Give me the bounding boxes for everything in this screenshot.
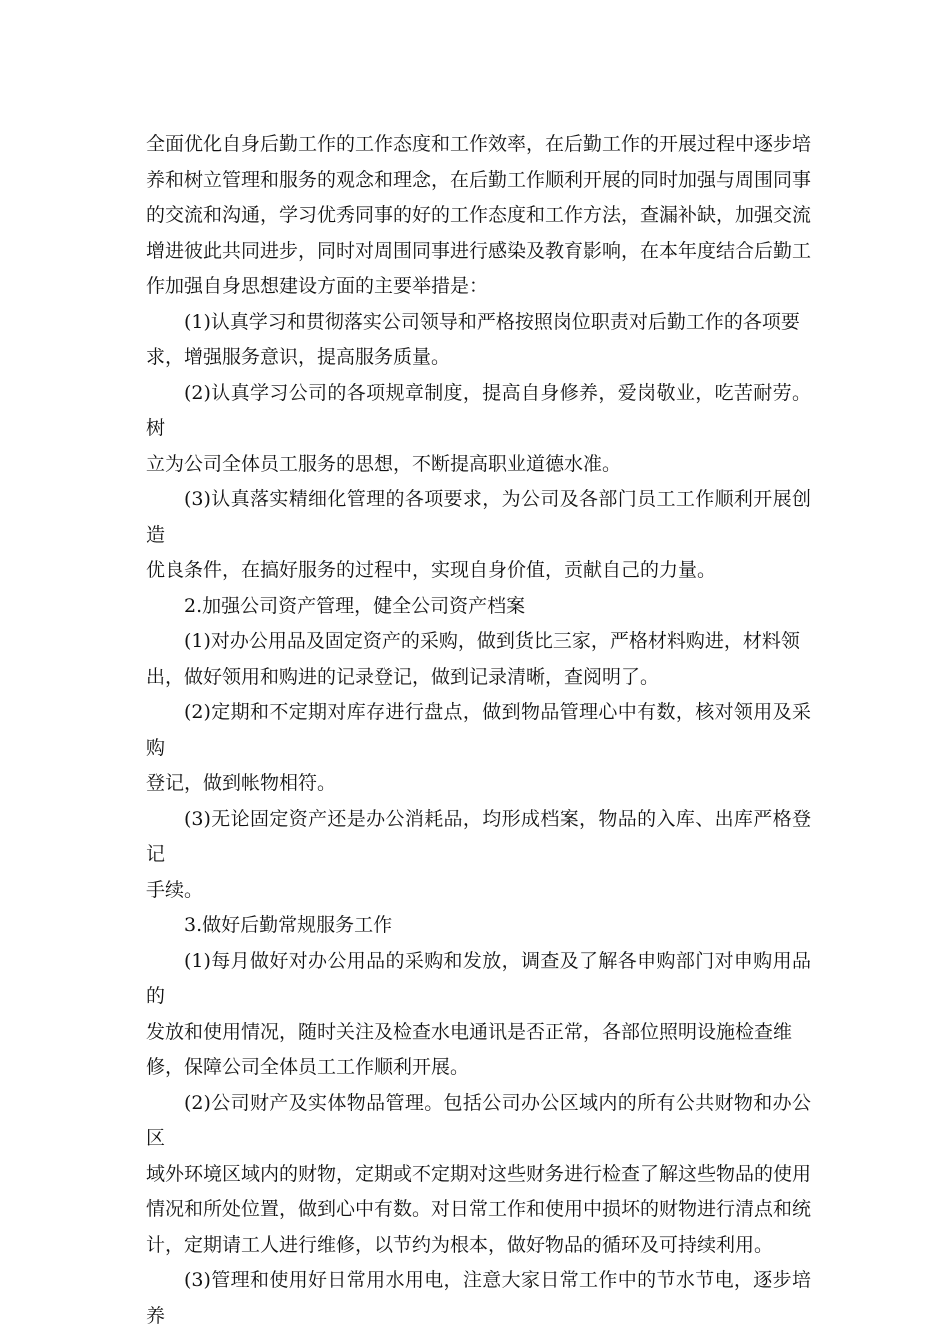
- paragraph-item-3-1: (1)每月做好对办公用品的采购和发放，调查及了解各申购部门对申购用品的 发放和使用情况，随时关注及检查水电通讯是否正常，各部位照明设施检查维 修，保障公司全体员工工作顺利开展。: [146, 949, 811, 1078]
- paragraph-intro: 全面优化自身后勤工作的工作态度和工作效率，在后勤工作的开展过程中逐步培 养和树立管理和服务的观念和理念，在后勤工作顺利开展的同时加强与周围同事 的交流和沟通，学习优秀同事的好的工作态度和工作方法，查漏补缺，加强交流 增进彼此共同进步，同时对周围同事进行感染及教育影响，在本年度结合后勤工 作加强自身思想建设方面的主要举措是：: [146, 133, 812, 297]
- paragraph-item-1-3: (3)认真落实精细化管理的各项要求，为公司及各部门员工工作顺利开展创造 优良条件，在搞好服务的过程中，实现自身价值，贡献自己的力量。: [146, 488, 811, 581]
- paragraph-item-2-1: (1)对办公用品及固定资产的采购，做到货比三家，严格材料购进，材料领 出，做好领用和购进的记录登记，做到记录清晰，查阅明了。: [146, 630, 800, 688]
- paragraph-item-1-2: (2)认真学习公司的各项规章制度，提高自身修养，爱岗敬业，吃苦耐劳。树 立为公司全体员工服务的思想，不断提高职业道德水准。: [146, 381, 811, 475]
- paragraph-item-1-1: (1)认真学习和贯彻落实公司领导和严格按照岗位职责对后勤工作的各项要 求，增强服务意识，提高服务质量。: [146, 310, 800, 368]
- section-heading-3: 3.做好后勤常规服务工作: [184, 914, 393, 936]
- section-heading-2: 2.加强公司资产管理，健全公司资产档案: [184, 594, 526, 617]
- paragraph-item-3-2: (2)公司财产及实体物品管理。包括公司办公区域内的所有公共财物和办公区 域外环境区域内的财物，定期或不定期对这些财务进行检查了解这些物品的使用 情况和所处位置，做到心中有数。对日常工作和使用中损坏的财物进行清点和统 计，定期请工人进行维修，以节约为根本，做好物品的循环及可持续利用。: [146, 1091, 812, 1256]
- paragraph-item-2-3: (3)无论固定资产还是办公消耗品，均形成档案，物品的入库、出库严格登记 手续。: [146, 807, 811, 901]
- document-body: [146, 127, 811, 1334]
- paragraph-item-3-3: (3)管理和使用好日常用水用电，注意大家日常工作中的节水节电，逐步培养: [146, 1269, 811, 1327]
- paragraph-item-2-2: (2)定期和不定期对库存进行盘点，做到物品管理心中有数，核对领用及采购 登记，做到帐物相符。: [146, 701, 811, 794]
